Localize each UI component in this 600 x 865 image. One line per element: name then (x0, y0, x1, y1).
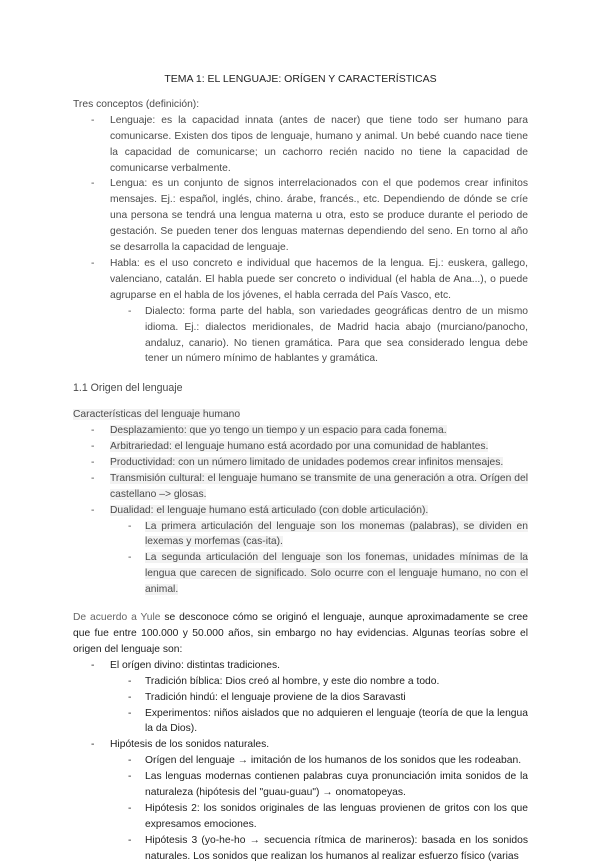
item-text: Habla: es el uso concreto e individual que hacemos de la lengua. Ej.: euskera, gallego, valenciano, catalán. El habla puede ser concreto o individual (el habla de Ana...), o puede agruparse en el habla de los jóvenes, el habla cerrada del País Vasco, etc. (110, 257, 528, 301)
list-item (73, 439, 528, 455)
list-item (73, 658, 528, 738)
bullet: - (128, 771, 132, 783)
item-text: Orígen del lenguaje → imitación de los humanos de los sonidos que les rodeaban. (145, 755, 522, 767)
yule-text: se desconoce cómo se originó el lenguaje, aunque aproximadamente se cree que fue entre 100.000 y 50.000 años, sin embargo no hay evidencias. Algunas teorías sobre el origen del lenguaje son: (73, 612, 528, 655)
item-text: Productividad: con un número limitado de unidades podemos crear infinitos mensajes. (110, 456, 504, 468)
item-text: Arbitrariedad: el lenguaje humano está acordado por una comunidad de hablantes. (110, 441, 489, 453)
document-title: TEMA 1: EL LENGUAJE: ORÍGEN Y CARACTERÍSTICAS (164, 73, 437, 85)
characteristics-heading: Características del lenguaje humano (73, 409, 241, 421)
sub-list-item (110, 674, 528, 690)
item-text: La primera articulación del lenguaje son los monemas (palabras), se dividen en lexemas y morfemas (cas-ita). (145, 520, 528, 548)
sub-list-item (110, 769, 528, 801)
sub-list-item (110, 801, 528, 833)
bullet: - (91, 257, 95, 269)
bullet: - (128, 802, 132, 814)
yule-paragraph (73, 610, 528, 658)
item-text: Transmisión cultural: el lenguaje humano se transmite de una generación a otra. Orígen del castellano –> glosas. (110, 472, 528, 500)
item-text: Tradición bíblica: Dios creó al hombre, y este dio nombre a todo. (145, 675, 440, 687)
bullet: - (91, 425, 95, 437)
sub-list-item (110, 706, 528, 738)
item-text: Hipótesis de los sonidos naturales. (110, 739, 270, 751)
item-text: Dualidad: el lenguaje humano está articulado (con doble articulación). (110, 504, 429, 516)
item-text: Dialecto: forma parte del habla, son variedades geográficas dentro de un mismo idioma. Ej.: dialectos meridionales, de Madrid hacia abajo (murciano/panocho, andaluz, canario). No tienen gramática. Para que sea considerado lengua debe tener un número mínimo de hablantes y gramática. (145, 305, 528, 365)
item-text: Experimentos: niños aislados que no adquieren el lenguaje (teoría de que la lengua la da Dios). (145, 707, 528, 735)
item-text: Desplazamiento: que yo tengo un tiempo y un espacio para cada fonema. (110, 425, 447, 437)
sub-list-item (110, 550, 528, 598)
yule-lead: De acuerdo a Yule (73, 612, 161, 624)
bullet: - (91, 114, 95, 126)
list-item (73, 256, 528, 367)
bullet: - (128, 520, 132, 532)
theories-list (73, 658, 528, 865)
list-item (73, 113, 528, 177)
item-text: Hipótesis 3 (yo-he-ho → secuencia rítmica de marineros): basada en los sonidos naturales. Los sonidos que realizan los humanos al realizar esfuerzo físico (varias (145, 834, 528, 862)
item-text: Tradición hindú: el lenguaje proviene de la dios Saravasti (145, 691, 406, 703)
bullet: - (128, 691, 132, 703)
intro-heading: Tres conceptos (definición): (73, 98, 200, 110)
sub-list-item (110, 753, 528, 769)
item-text: Lenguaje: es la capacidad innata (antes de nacer) que tiene todo ser humano para comunicarse. Existen dos tipos de lenguaje, humano y animal. Un bebé cuando nace tiene la capacidad de comunicarse; un cachorro recién nacido no tiene la capacidad de comunicarse verbalmente. (110, 114, 528, 174)
list-item (73, 176, 528, 256)
list-item (73, 423, 528, 439)
bullet: - (128, 834, 132, 846)
sub-list-item (110, 690, 528, 706)
bullet: - (128, 552, 132, 564)
item-text: Lengua: es un conjunto de signos interrelacionados con el que podemos crear infinitos mensajes. Ej.: español, inglés, chino. árabe, francés., etc. Dependiendo de dónde se críe una persona se tendrá una lengua materna u otra, esto se produce durante el periodo de gestación. Se pueden tener dos lenguas maternas dependiendo del seno. En torno al año se desarrolla la capacidad de lenguaje. (110, 178, 528, 254)
bullet: - (91, 178, 95, 190)
bullet: - (128, 305, 132, 317)
item-text: La segunda articulación del lenguaje son los fonemas, unidades mínimas de la lengua que carecen de significado. Solo ocurre con el lenguaje humano, no con el animal. (145, 552, 528, 596)
bullet: - (91, 441, 95, 453)
bullet: - (91, 472, 95, 484)
bullet: - (91, 739, 95, 751)
item-text: Hipótesis 2: los sonidos originales de las lenguas provienen de gritos con los que expresamos emociones. (145, 802, 528, 830)
sub-list-item (110, 519, 528, 551)
sub-list-item (110, 304, 528, 368)
list-item (73, 471, 528, 503)
concepts-list (73, 113, 528, 368)
bullet: - (128, 707, 132, 719)
bullet: - (128, 755, 132, 767)
list-item (73, 737, 528, 864)
item-text: El orígen divino: distintas tradiciones. (110, 659, 280, 671)
bullet: - (91, 659, 95, 671)
bullet: - (128, 675, 132, 687)
sub-list-item (110, 833, 528, 865)
bullet: - (91, 456, 95, 468)
bullet: - (91, 504, 95, 516)
section-heading: 1.1 Origen del lenguaje (73, 382, 183, 395)
list-item (73, 503, 528, 598)
item-text: Las lenguas modernas contienen palabras cuya pronunciación imita sonidos de la naturaleza (hipótesis del "guau-guau") → onomatopeyas. (145, 771, 528, 799)
document-page (73, 72, 528, 865)
characteristics-list (73, 423, 528, 598)
list-item (73, 455, 528, 471)
